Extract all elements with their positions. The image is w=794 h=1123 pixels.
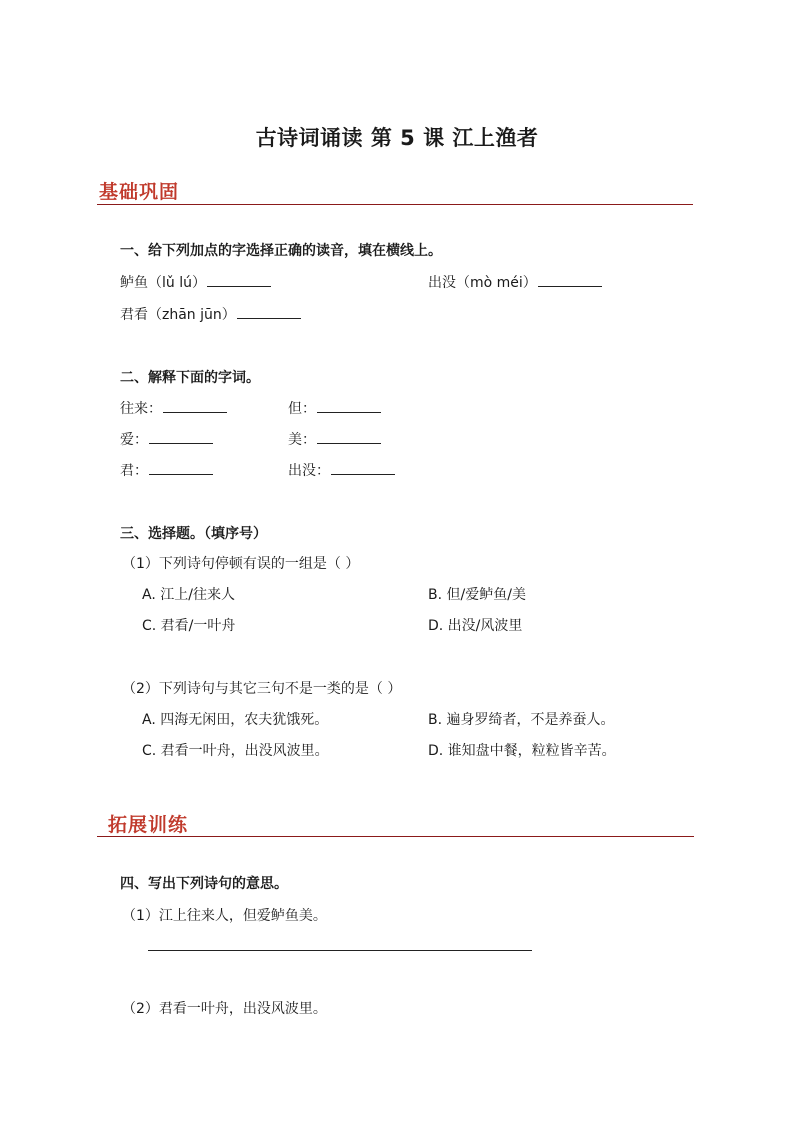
answer-blank[interactable] [149, 460, 213, 475]
q2-item-text: 出没： [288, 463, 330, 479]
answer-blank[interactable] [331, 460, 395, 475]
answer-blank[interactable] [237, 304, 301, 319]
question-1-title: 一、给下列加点的字选择正确的读音，填在横线上。 [120, 243, 442, 259]
q2-item-text: 往来： [120, 401, 162, 417]
q2-item [288, 398, 381, 418]
q2-item [120, 429, 213, 449]
q4-item-2: （2）君看一叶舟，出没风波里。 [122, 1001, 327, 1017]
q1-item-text: 君看（zhān jūn） [120, 307, 236, 323]
q1-item-chumo [428, 272, 602, 292]
question-2-title: 二、解释下面的字词。 [120, 370, 260, 386]
page-title: 古诗词诵读 第 5 课 江上渔者 [255, 126, 539, 150]
section-heading-basics: 基础巩固 [99, 181, 180, 203]
q3-1-option-a[interactable]: A. 江上/往来人 [142, 587, 235, 603]
q3-1-option-c[interactable]: C. 君看/一叶舟 [142, 618, 236, 634]
q2-item-text: 美： [288, 432, 316, 448]
q2-item [120, 398, 227, 418]
answer-blank[interactable] [317, 429, 381, 444]
q2-item [288, 460, 395, 480]
q3-2-option-a[interactable]: A. 四海无闲田，农夫犹饿死。 [142, 712, 329, 728]
q4-item-1: （1）江上往来人，但爱鲈鱼美。 [122, 908, 327, 924]
q3-1-option-b[interactable]: B. 但/爱鲈鱼/美 [428, 587, 526, 603]
q1-item-junkan [120, 304, 301, 324]
q3-2-option-c[interactable]: C. 君看一叶舟，出没风波里。 [142, 743, 329, 759]
q3-2-stem: （2）下列诗句与其它三句不是一类的是（ ） [122, 681, 402, 697]
q2-item [120, 460, 213, 480]
q1-item-text: 出没（mò méi） [428, 275, 537, 291]
section-rule [97, 836, 694, 837]
q2-item-text: 君： [120, 463, 148, 479]
question-3-title: 三、选择题。（填序号） [120, 526, 267, 542]
answer-blank[interactable] [207, 272, 271, 287]
question-4-title: 四、写出下列诗句的意思。 [120, 876, 288, 892]
q3-2-option-b[interactable]: B. 遍身罗绮者，不是养蚕人。 [428, 712, 615, 728]
answer-blank[interactable] [538, 272, 602, 287]
q2-item [288, 429, 381, 449]
section-rule [97, 204, 693, 205]
q3-2-option-d[interactable]: D. 谁知盘中餐，粒粒皆辛苦。 [428, 743, 616, 759]
answer-line[interactable] [148, 950, 532, 951]
q3-1-option-d[interactable]: D. 出没/风波里 [428, 618, 523, 634]
q1-item-text: 鲈鱼（lǔ lú） [120, 275, 206, 291]
answer-blank[interactable] [149, 429, 213, 444]
q2-item-text: 爱： [120, 432, 148, 448]
section-heading-extension: 拓展训练 [108, 814, 189, 836]
q2-item-text: 但： [288, 401, 316, 417]
answer-blank[interactable] [163, 398, 227, 413]
q3-1-stem: （1）下列诗句停顿有误的一组是（ ） [122, 556, 360, 572]
answer-blank[interactable] [317, 398, 381, 413]
q1-item-luyu [120, 272, 271, 292]
